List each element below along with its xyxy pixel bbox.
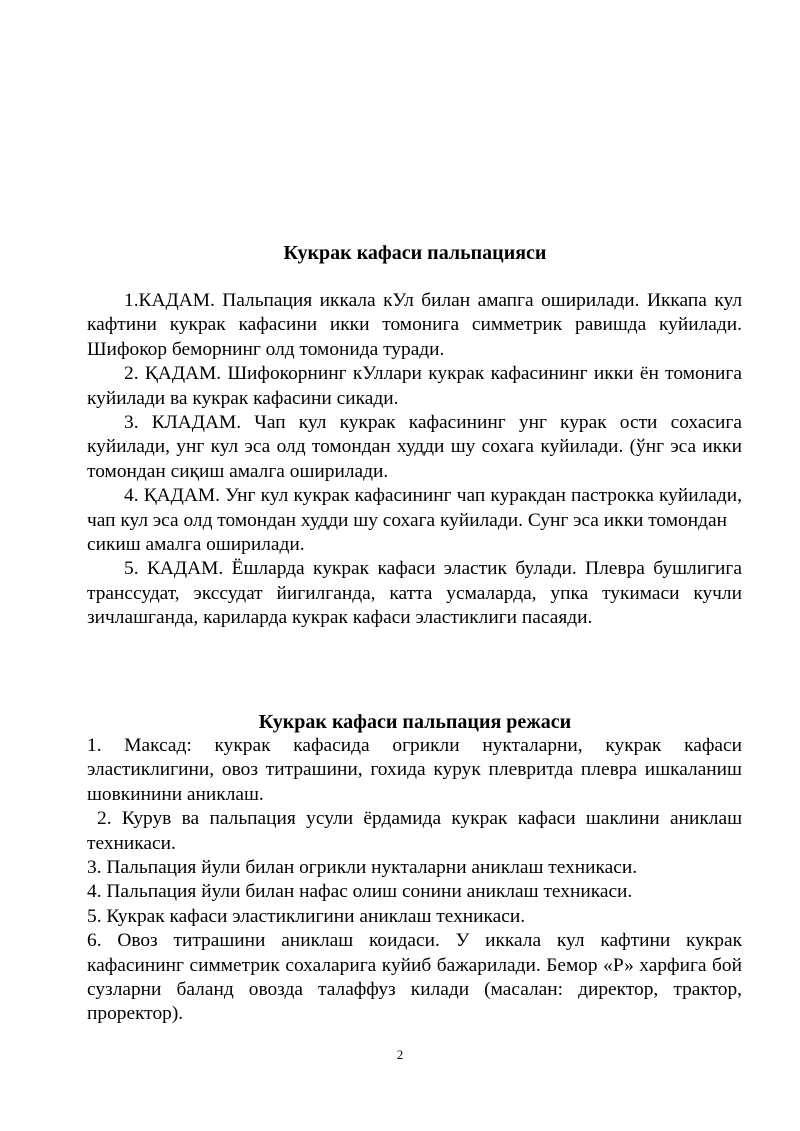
- palpation-plan-list: [87, 734, 742, 1027]
- step-paragraph-4-continued: сикиш амалга оширилади.: [87, 534, 305, 556]
- step-paragraph-1: 1.КАДАМ. Пальпация иккала кУл билан амапга оширилади. Иккапа кул кафтини кукрак кафасини икки томонига симметрик равишда куйилади. Шифокор беморнинг олд томонида туради.: [87, 290, 742, 360]
- step-paragraph-5: 5. КАДАМ. Ёшларда кукрак кафаси эластик булади. Плевра бушлигига транссудат, экссудат йигилганда, катта усмаларда, упка тукимаси кучли зичлашганда, кариларда кукрак кафаси эластиклиги пасаяди.: [87, 558, 742, 629]
- section-title: Кукрак кафаси пальпацияси: [283, 242, 547, 264]
- plan-item-1: 1. Максад: кукрак кафасида огрикли нукталарни, кукрак кафаси эластиклигини, овоз титрашини, гохида курук плевритда плевра ишкаланиш шовкинини аниклаш.: [87, 735, 742, 805]
- plan-item-5: 5. Кукрак кафаси эластиклигини аниклаш техникаси.: [87, 905, 526, 927]
- plan-item-2: 2. Курув ва пальпация усули ёрдамида кукрак кафаси шаклини аниклаш техникаси.: [87, 808, 742, 854]
- page-number: 2: [396, 1047, 404, 1062]
- plan-item-4: 4. Пальпация йули билан нафас олиш сонини аниклаш техникаси.: [87, 881, 633, 903]
- step-paragraph-2: 2. ҚАДАМ. Шифокорнинг кУллари кукрак кафасининг икки ён томонига куйилади ва кукрак кафасини сикади.: [87, 363, 742, 409]
- plan-item-6: 6. Овоз титрашини аниклаш коидаси. У иккала кул кафтини кукрак кафасининг симметрик сохаларига куйиб бажарилади. Бемор «Р» харфига бой сузларни баланд овозда талаффуз килади (масалан: директор, трактор, проректор).: [87, 930, 742, 1025]
- palpation-steps: [87, 289, 742, 631]
- plan-item-3: 3. Пальпация йули билан огрикли нукталарни аниклаш техникаси.: [87, 857, 638, 879]
- step-paragraph-3: 3. КЛАДАМ. Чап кул кукрак кафасининг унг курак ости сохасига куйилади, унг кул эса олд томондан худди шу сохага куйилади. (ўнг эса икки томондан сиқиш амалга оширилади.: [87, 412, 742, 482]
- step-paragraph-4: 4. ҚАДАМ. Унг кул кукрак кафасининг чап куракдан пастрокка куйилади, чап кул эса олд томондан худди шу сохага куйилади. Сунг эса икки томондан: [87, 485, 742, 531]
- plan-title: Кукрак кафаси пальпация режаси: [258, 711, 572, 733]
